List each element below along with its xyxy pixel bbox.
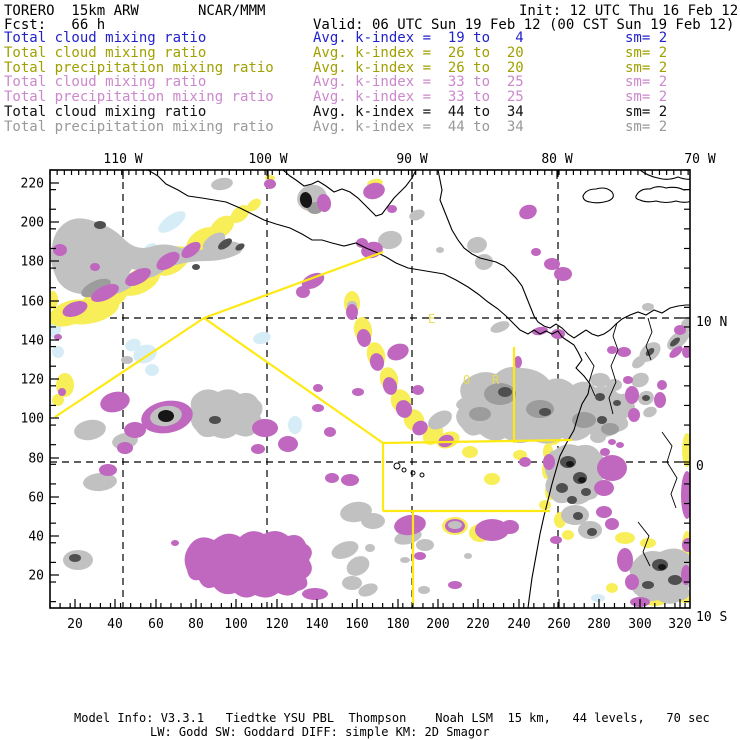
svg-text:320: 320: [668, 617, 692, 632]
svg-text:120: 120: [265, 617, 289, 632]
model-info-line2: LW: Godd SW: Goddard DIFF: simple KM: 2D Smagor: [150, 725, 490, 739]
legend-variable: Total cloud mixing ratio: [4, 104, 207, 120]
model-info-line1: Model Info: V3.3.1 Tiedtke YSU PBL Thompson Noah LSM 15 km, 44 levels, 70 sec: [74, 711, 710, 725]
svg-text:220: 220: [20, 176, 44, 192]
svg-text:90 W: 90 W: [396, 152, 428, 167]
svg-text:180: 180: [20, 254, 44, 270]
legend-variable: Total precipitation mixing ratio: [4, 59, 274, 76]
svg-text:140: 140: [305, 617, 329, 632]
waypoint-letter: E: [428, 312, 436, 326]
legend-smooth: sm= 2: [625, 59, 668, 76]
svg-text:120: 120: [20, 372, 44, 388]
svg-text:100: 100: [20, 411, 44, 427]
legend-kindex: Avg. k-index = 44 to 34: [313, 104, 524, 120]
model-name: TORERO 15km ARW: [4, 3, 139, 19]
svg-text:110 W: 110 W: [103, 152, 143, 167]
legend-smooth: sm= 2: [625, 89, 668, 106]
svg-text:0: 0: [696, 459, 704, 474]
svg-text:160: 160: [20, 294, 44, 310]
svg-text:80: 80: [28, 451, 44, 467]
svg-text:20: 20: [67, 617, 83, 632]
svg-text:220: 220: [466, 617, 490, 632]
svg-text:300: 300: [628, 617, 652, 632]
galapagos-islands: [394, 463, 424, 477]
gray-cloud: [51, 176, 704, 604]
legend-kindex: Avg. k-index = 44 to 34: [313, 118, 524, 135]
legend-smooth: sm= 2: [625, 44, 668, 61]
svg-text:10 S: 10 S: [696, 610, 728, 625]
svg-text:70 W: 70 W: [684, 152, 716, 167]
legend-kindex: Avg. k-index = 33 to 25: [313, 89, 524, 106]
valid-time: Valid: 06 UTC Sun 19 Feb 12 (00 CST Sun 19 Feb 12): [313, 17, 735, 33]
legend-variable: Total cloud mixing ratio: [4, 44, 207, 61]
legend-variable: Total cloud mixing ratio: [4, 30, 207, 46]
svg-text:100: 100: [224, 617, 248, 632]
legend-kindex: Avg. k-index = 19 to 4: [313, 30, 524, 46]
svg-text:60: 60: [28, 490, 44, 506]
legend-kindex: Avg. k-index = 26 to 20: [313, 59, 524, 76]
svg-text:240: 240: [507, 617, 531, 632]
waypoint-letter: O: [463, 373, 471, 387]
legend-kindex: Avg. k-index = 33 to 25: [313, 74, 524, 91]
svg-text:100 W: 100 W: [248, 152, 288, 167]
legend-smooth: sm= 2: [625, 118, 668, 135]
svg-text:200: 200: [20, 215, 44, 231]
svg-text:40: 40: [107, 617, 123, 632]
legend-smooth: sm= 2: [625, 74, 668, 91]
forecast-hour: Fcst: 66 h: [4, 17, 106, 33]
svg-text:180: 180: [386, 617, 410, 632]
svg-text:40: 40: [28, 529, 44, 545]
cloud-precip-fields: [45, 175, 704, 607]
svg-text:280: 280: [587, 617, 611, 632]
init-time: Init: 12 UTC Thu 16 Feb 12: [519, 3, 739, 19]
svg-text:80 W: 80 W: [541, 152, 573, 167]
legend-kindex: Avg. k-index = 26 to 20: [313, 44, 524, 61]
legend-variable: Total precipitation mixing ratio: [4, 118, 274, 135]
svg-text:10 N: 10 N: [696, 315, 728, 330]
svg-text:20: 20: [28, 568, 44, 584]
waypoint-letter: R: [492, 373, 500, 387]
legend-variable: Total cloud mixing ratio: [4, 74, 207, 91]
svg-text:160: 160: [345, 617, 369, 632]
legend-variable: Total precipitation mixing ratio: [4, 89, 274, 106]
legend-smooth: sm= 2: [625, 104, 668, 120]
svg-text:80: 80: [188, 617, 204, 632]
svg-text:140: 140: [20, 333, 44, 349]
svg-text:200: 200: [426, 617, 450, 632]
svg-text:60: 60: [148, 617, 164, 632]
center-name: NCAR/MMM: [198, 3, 266, 19]
svg-text:260: 260: [547, 617, 571, 632]
legend-smooth: sm= 2: [625, 30, 668, 46]
